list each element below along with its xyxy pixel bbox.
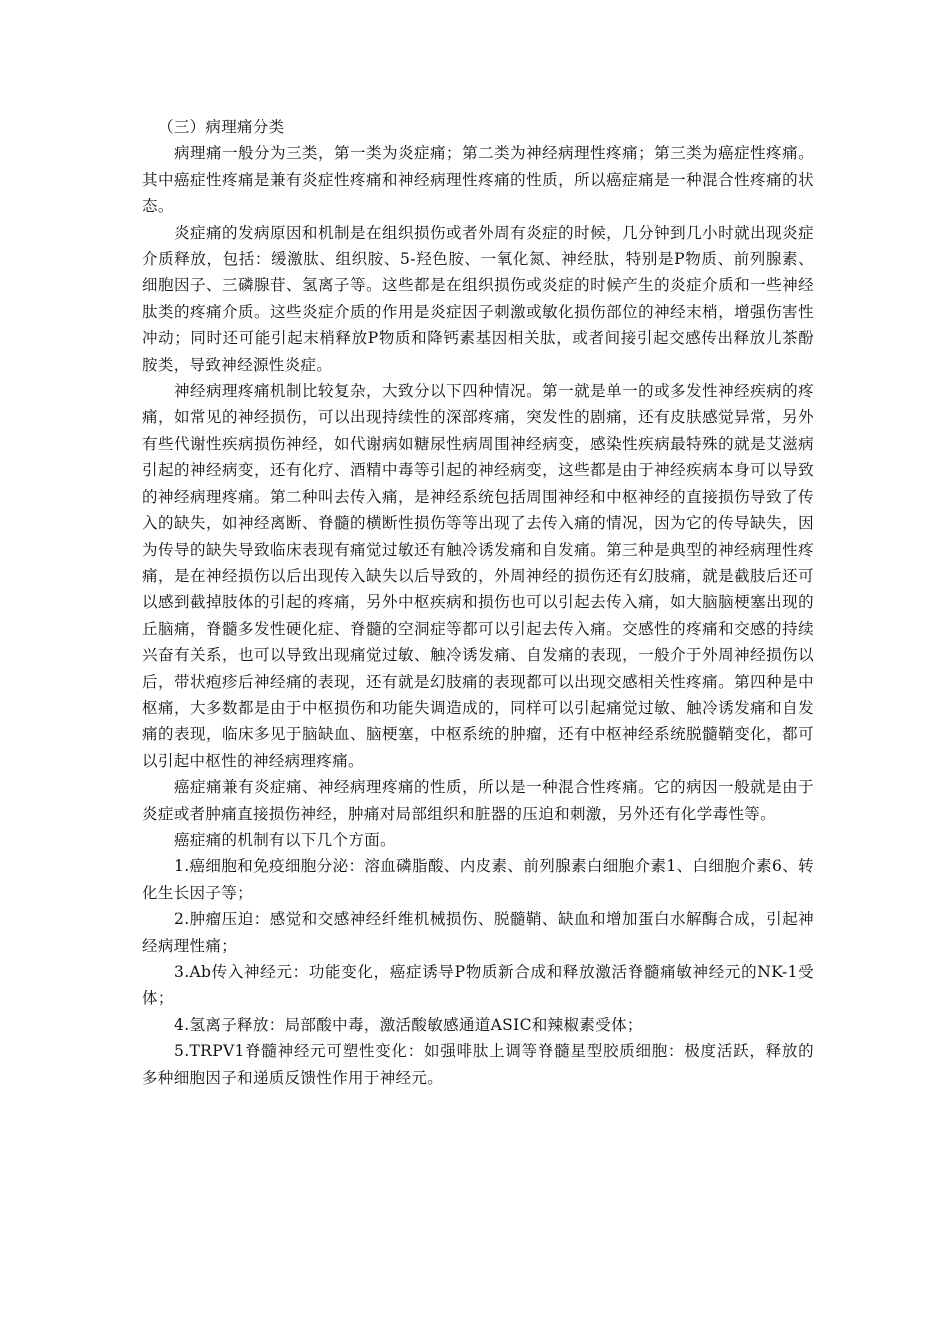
paragraph-inflammatory-pain: 炎症痛的发病原因和机制是在组织损伤或者外周有炎症的时候，几分钟到几小时就出现炎症介质释放，包括：缓激肽、组织胺、5-羟色胺、一氧化氮、神经肽，特别是P物质、前列腺素、细胞因子、三磷腺苷、氢离子等。这些都是在组织损伤或炎症的时候产生的炎症介质和一些神经肽类的疼痛介质。这些炎症介质的作用是炎症因子刺激或敏化损伤部位的神经末梢，增强伤害性冲动；同时还可能引起末梢释放P物质和降钙素基因相关肽，或者间接引起交感传出释放儿茶酚胺类，导致神经源性炎症。 [142,223,814,374]
list-item-1: 1.癌细胞和免疫细胞分泌：溶血磷脂酸、内皮素、前列腺素白细胞介素1、白细胞介素6、转化生长因子等； [142,857,814,902]
list-item-3: 3.Ab传入神经元：功能变化，癌症诱导P物质新合成和释放激活脊髓痛敏神经元的NK-1受体； [142,963,814,1008]
paragraph-cancer-pain: 癌症痛兼有炎症痛、神经病理疼痛的性质，所以是一种混合性疼痛。它的病因一般就是由于炎症或者肿痛直接损伤神经，肿痛对局部组织和脏器的压迫和刺激，另外还有化学毒性等。 [142,778,814,823]
paragraph-intro: 病理痛一般分为三类，第一类为炎症痛；第二类为神经病理性疼痛；第三类为癌症性疼痛。其中癌症性疼痛是兼有炎症性疼痛和神经病理性疼痛的性质，所以癌症痛是一种混合性疼痛的状态。 [142,144,814,216]
list-item-2: 2.肿瘤压迫：感觉和交感神经纤维机械损伤、脱髓鞘、缺血和增加蛋白水解酶合成，引起神经病理性痛； [142,910,814,955]
section-heading: （三）病理痛分类 [158,118,285,136]
paragraph-neuropathic-pain: 神经病理疼痛机制比较复杂，大致分以下四种情况。第一就是单一的或多发性神经疾病的疼痛，如常见的神经损伤，可以出现持续性的深部疼痛，突发性的剧痛，还有皮肤感觉异常，另外有些代谢性疾病损伤神经，如代谢病如糖尿性病周围神经病变，感染性疾病最特殊的就是艾滋病引起的神经病变，还有化疗、酒精中毒等引起的神经病变，这些都是由于神经疾病本身可以导致的神经病理疼痛。第二种叫去传入痛，是神经系统包括周围神经和中枢神经的直接损伤导致了传入的缺失，如神经离断、脊髓的横断性损伤等等出现了去传入痛的情况，因为它的传导缺失，因为传导的缺失导致临床表现有痛觉过敏还有触冷诱发痛和自发痛。第三种是典型的神经病理性疼痛，是在神经损伤以后出现传入缺失以后导致的，外周神经的损伤还有幻肢痛，就是截肢后还可以感到截掉肢体的引起的疼痛，另外中枢疾病和损伤也可以引起去传入痛，如大脑脑梗塞出现的丘脑痛，脊髓多发性硬化症、脊髓的空洞症等都可以引起去传入痛。交感性的疼痛和交感的持续兴奋有关系，也可以导致出现痛觉过敏、触冷诱发痛、自发痛的表现，一般介于外周神经损伤以后，带状疱疹后神经痛的表现，还有就是幻肢痛的表现都可以出现交感相关性疼痛。第四种是中枢痛，大多数都是由于中枢损伤和功能失调造成的，同样可以引起痛觉过敏、触冷诱发痛和自发痛的表现，临床多见于脑缺血、脑梗塞，中枢系统的肿瘤，还有中枢神经系统脱髓鞘变化，都可以引起中枢性的神经病理疼痛。 [142,382,814,770]
paragraph-cancer-mechanism-intro: 癌症痛的机制有以下几个方面。 [174,830,396,849]
document-page [142,114,814,1091]
list-item-4: 4.氢离子释放：局部酸中毒，激活酸敏感通道ASIC和辣椒素受体； [174,1015,643,1034]
list-item-5: 5.TRPV1脊髓神经元可塑性变化：如强啡肽上调等脊髓星型胶质细胞：极度活跃，释放的多种细胞因子和递质反馈性作用于神经元。 [142,1042,814,1087]
